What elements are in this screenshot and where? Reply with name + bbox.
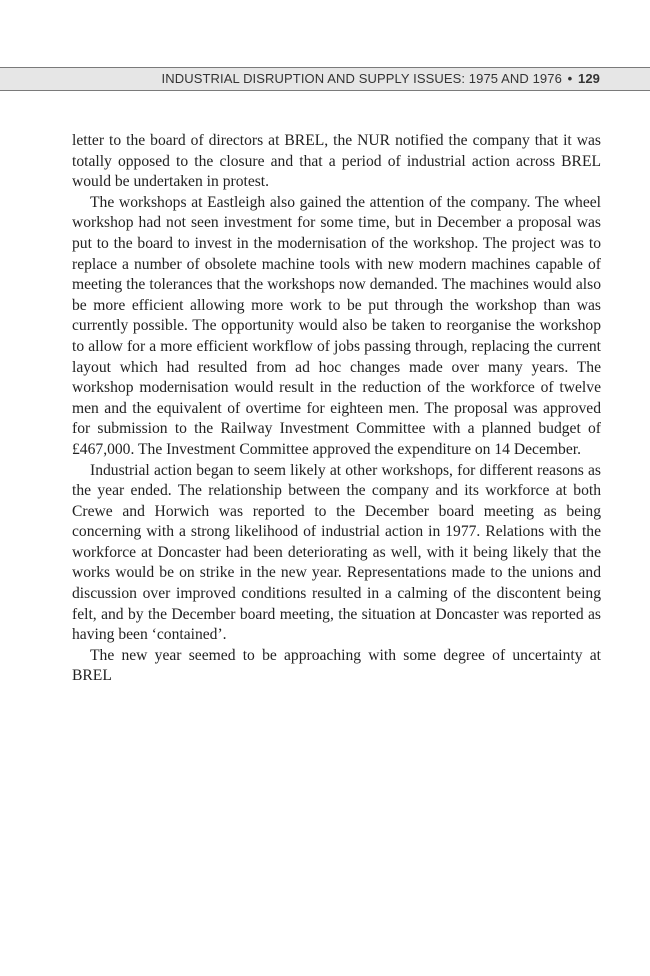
paragraph-new-year: The new year seemed to be approaching with some degree of uncertainty at BREL — [72, 646, 601, 685]
paragraph-industrial-action: Industrial action began to seem likely at other workshops, for different reasons as the year ended. The relationship between the company and its workforce at both Crewe and Horwich was reported to the December board meeting as being concerning with a strong likelihood of industrial action in 1977. Relations with the workforce at Doncaster had been deteriorating as well, with it being likely that the works would be on strike in the new year. Representations made to the unions and discussion over improved conditions resulted in a calming of the discontent being felt, and by the December board meeting, the situation at Doncaster was reported as having been ‘contained’. — [72, 461, 601, 644]
page-number: 129 — [578, 71, 600, 86]
page-body — [72, 131, 601, 687]
running-title: INDUSTRIAL DISRUPTION AND SUPPLY ISSUES: 1975 AND 1976 — [161, 71, 562, 86]
paragraph-eastleigh: The workshops at Eastleigh also gained the attention of the company. The wheel workshop had not seen investment for some time, but in December a proposal was put to the board to invest in the modernisation of the workshop. The project was to replace a number of obsolete machine tools with new modern machines capable of meeting the tolerances that the workshops now demanded. The machines would also be more efficient allowing more work to be put through the workshop than was currently possible. The opportunity would also be taken to reorganise the workshop to allow for a more efficient workflow of jobs passing through, replacing the current layout which had resulted from ad hoc changes made over many years. The workshop modernisation would result in the reduction of the workforce of twelve men and the equivalent of overtime for eighteen men. The proposal was approved for submission to the Railway Investment Committee with a planned budget of £467,000. The Investment Committee approved the expenditure on 14 December. — [72, 193, 601, 458]
header-separator: • — [567, 71, 573, 86]
running-header — [0, 67, 650, 91]
running-header-text — [162, 71, 600, 86]
paragraph-continuation: letter to the board of directors at BREL, the NUR notified the company that it was totally opposed to the closure and that a period of industrial action across BREL would be undertaken in protest. — [72, 132, 601, 191]
